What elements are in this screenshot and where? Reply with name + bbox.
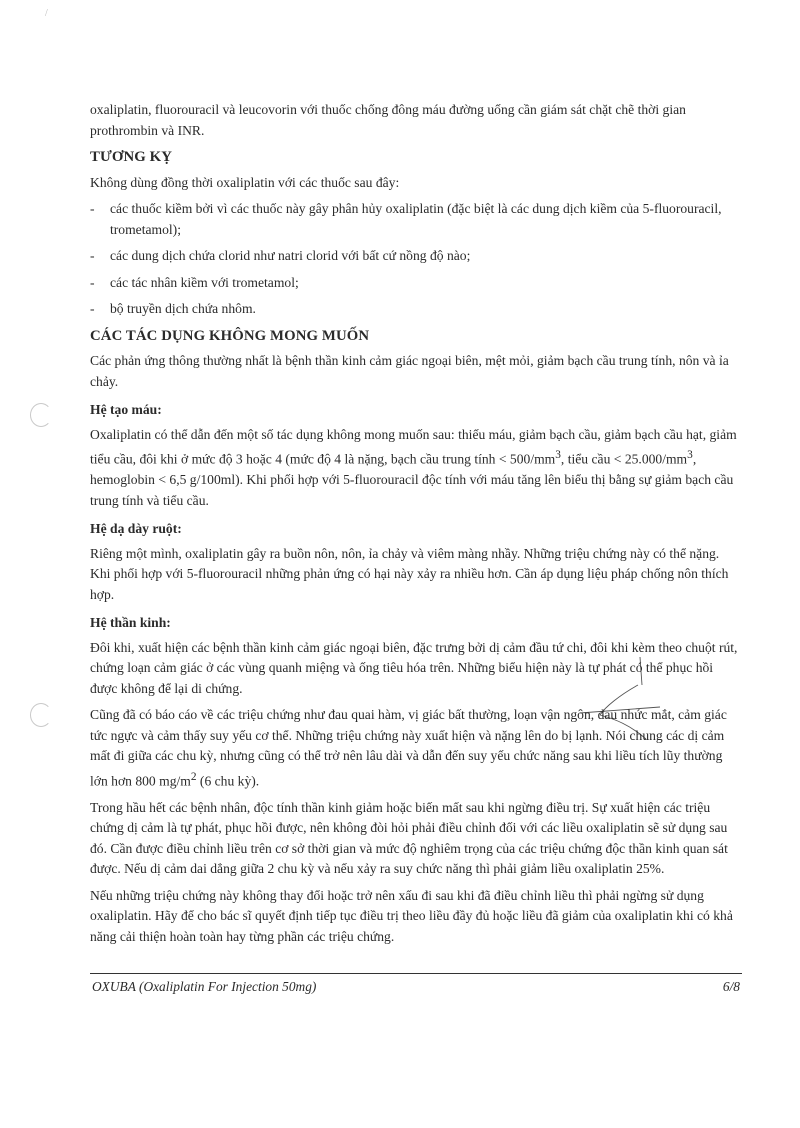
he-tao-mau-paragraph <box>90 425 740 512</box>
list-item <box>90 199 740 240</box>
list-item-text: các dung dịch chứa clorid như natri clorid với bất cứ nồng độ nào; <box>110 248 471 263</box>
list-item <box>90 246 740 267</box>
subheading-he-da-day-ruot: Hệ dạ dày ruột: <box>90 521 182 537</box>
superscript: 3 <box>555 449 561 461</box>
list-item <box>90 299 740 320</box>
footer-page-number: 6/8 <box>722 979 740 994</box>
list-item-text: các tác nhân kiềm với trometamol; <box>110 274 299 290</box>
corner-pen-mark: / <box>45 8 48 19</box>
list-dash: - <box>90 274 95 290</box>
subheading-he-tao-mau: Hệ tạo máu: <box>90 402 162 417</box>
punch-hole-mark <box>30 703 52 727</box>
adverse-lead: Các phản ứng thông thường nhất là bệnh thần kinh cảm giác ngoại biên, mệt mỏi, giảm bạch cầu trung tính, nôn và ỉa chảy. <box>90 353 729 389</box>
list-item <box>90 273 740 294</box>
list-dash: - <box>90 248 95 263</box>
text-run: (6 chu kỳ). <box>196 773 260 789</box>
he-than-kinh-paragraph-4: Nếu những triệu chứng này không thay đổi hoặc trở nên xấu đi sau khi đã điều chỉnh liều thì phải ngừng sử dụng oxaliplatin. Hãy để cho bác sĩ quyết định tiếp tục điều trị theo liều đầy đủ hoặc liều đã giảm của oxaliplatin khi có khả năng cải thiện hoàn toàn hay từng phần các triệu chứng. <box>90 887 733 944</box>
punch-hole-mark <box>30 403 52 427</box>
list-item-text: bộ truyền dịch chứa nhôm. <box>110 301 256 316</box>
he-than-kinh-paragraph-3: Trong hầu hết các bệnh nhân, độc tính thần kinh giảm hoặc biến mất sau khi ngừng điều trị. Sự xuất hiện các triệu chứng dị cảm là tự phát, phục hồi được, nên không đòi hỏi phải điều chỉnh đối với các liều oxaliplatin sẽ sử dụng sau đó. Cần được điều chỉnh liều trên cơ sở thời gian và mức độ nghiêm trọng của các triệu chứng độc thần kinh quan sát được. Nếu dị cảm dai dẳng giữa 2 chu kỳ và nếu xảy ra suy chức năng thì phải giảm liều oxaliplatin 25%. <box>90 799 728 877</box>
he-than-kinh-paragraph-1: Đôi khi, xuất hiện các bệnh thần kinh cảm giác ngoại biên, đặc trưng bởi dị cảm đầu tứ chi, đôi khi kèm theo chuột rút, chứng loạn cảm giác ở các vùng quanh miệng và ống tiêu hóa trên. Những biểu hiện này là tự phát có thể phục hồi được không để lại di chứng. <box>90 639 738 696</box>
footer-product-name: OXUBA (Oxaliplatin For Injection 50mg) <box>92 979 317 994</box>
text-run: , tiểu cầu < 25.000/mm <box>560 451 688 467</box>
list-dash: - <box>90 201 95 216</box>
list-item-text: các thuốc kiềm bởi vì các thuốc này gây phân hủy oxaliplatin (đặc biệt là các dung dịch kiềm của 5-fluorouracil, trometamol); <box>110 201 722 237</box>
section-heading-tuong-ky: TƯƠNG KỴ <box>90 149 173 165</box>
text-run: , hemoglobin < 6,5 g/100ml). Khi phối hợp với 5-fluorouracil độc tính với máu tăng lên biểu thị bằng sự giảm bạch cầu trung tính và tiểu cầu. <box>90 451 734 508</box>
text-run: Cũng đã có báo cáo về các triệu chứng như đau quai hàm, vị giác bất thường, loạn vận ngôn, đau nhức mắt, cảm giác tức ngực và cảm thấy suy yếu cơ thể. Những triệu chứng này xuất hiện và nặng lên do bị lạnh. Nói chung các dị cảm mất đi giữa các chu kỳ, nhưng cũng có thể trở nên lâu dài và dẫn đến suy yếu chức năng sau khi liều tích lũy thường lớn hơn 800 mg/m <box>90 707 727 789</box>
section-heading-adverse-effects: CÁC TÁC DỤNG KHÔNG MONG MUỐN <box>90 327 370 344</box>
tuong-ky-lead: Không dùng đồng thời oxaliplatin với các thuốc sau đây: <box>90 174 400 190</box>
document-page <box>90 100 740 953</box>
superscript: 2 <box>190 770 197 783</box>
page-footer <box>92 979 740 995</box>
he-than-kinh-paragraph-2 <box>90 705 740 792</box>
text-run: Oxaliplatin có thể dẫn đến một số tác dụng không mong muốn sau: thiếu máu, giảm bạch cầu, giảm bạch cầu hạt, giảm tiểu cầu, đôi khi ở mức độ 3 hoặc 4 (mức độ 4 là nặng, bạch cầu trung tính < 500/mm <box>90 426 737 467</box>
list-dash: - <box>90 301 95 316</box>
he-da-day-paragraph: Riêng một mình, oxaliplatin gây ra buồn nôn, nôn, ỉa chảy và viêm màng nhầy. Những triệu chứng này có thể nặng. Khi phối hợp với 5-fluorouracil những phản ứng có hại này xảy ra nhiều hơn. Cần áp dụng liệu pháp chống nôn thích hợp. <box>90 545 729 602</box>
intro-paragraph: oxaliplatin, fluorouracil và leucovorin với thuốc chống đông máu đường uống cần giám sát chặt chẽ thời gian prothrombin và INR. <box>90 102 686 138</box>
footer-divider <box>90 973 742 974</box>
tuong-ky-list <box>90 199 740 320</box>
subheading-he-than-kinh: Hệ thần kinh: <box>90 615 171 631</box>
superscript: 3 <box>687 449 693 461</box>
